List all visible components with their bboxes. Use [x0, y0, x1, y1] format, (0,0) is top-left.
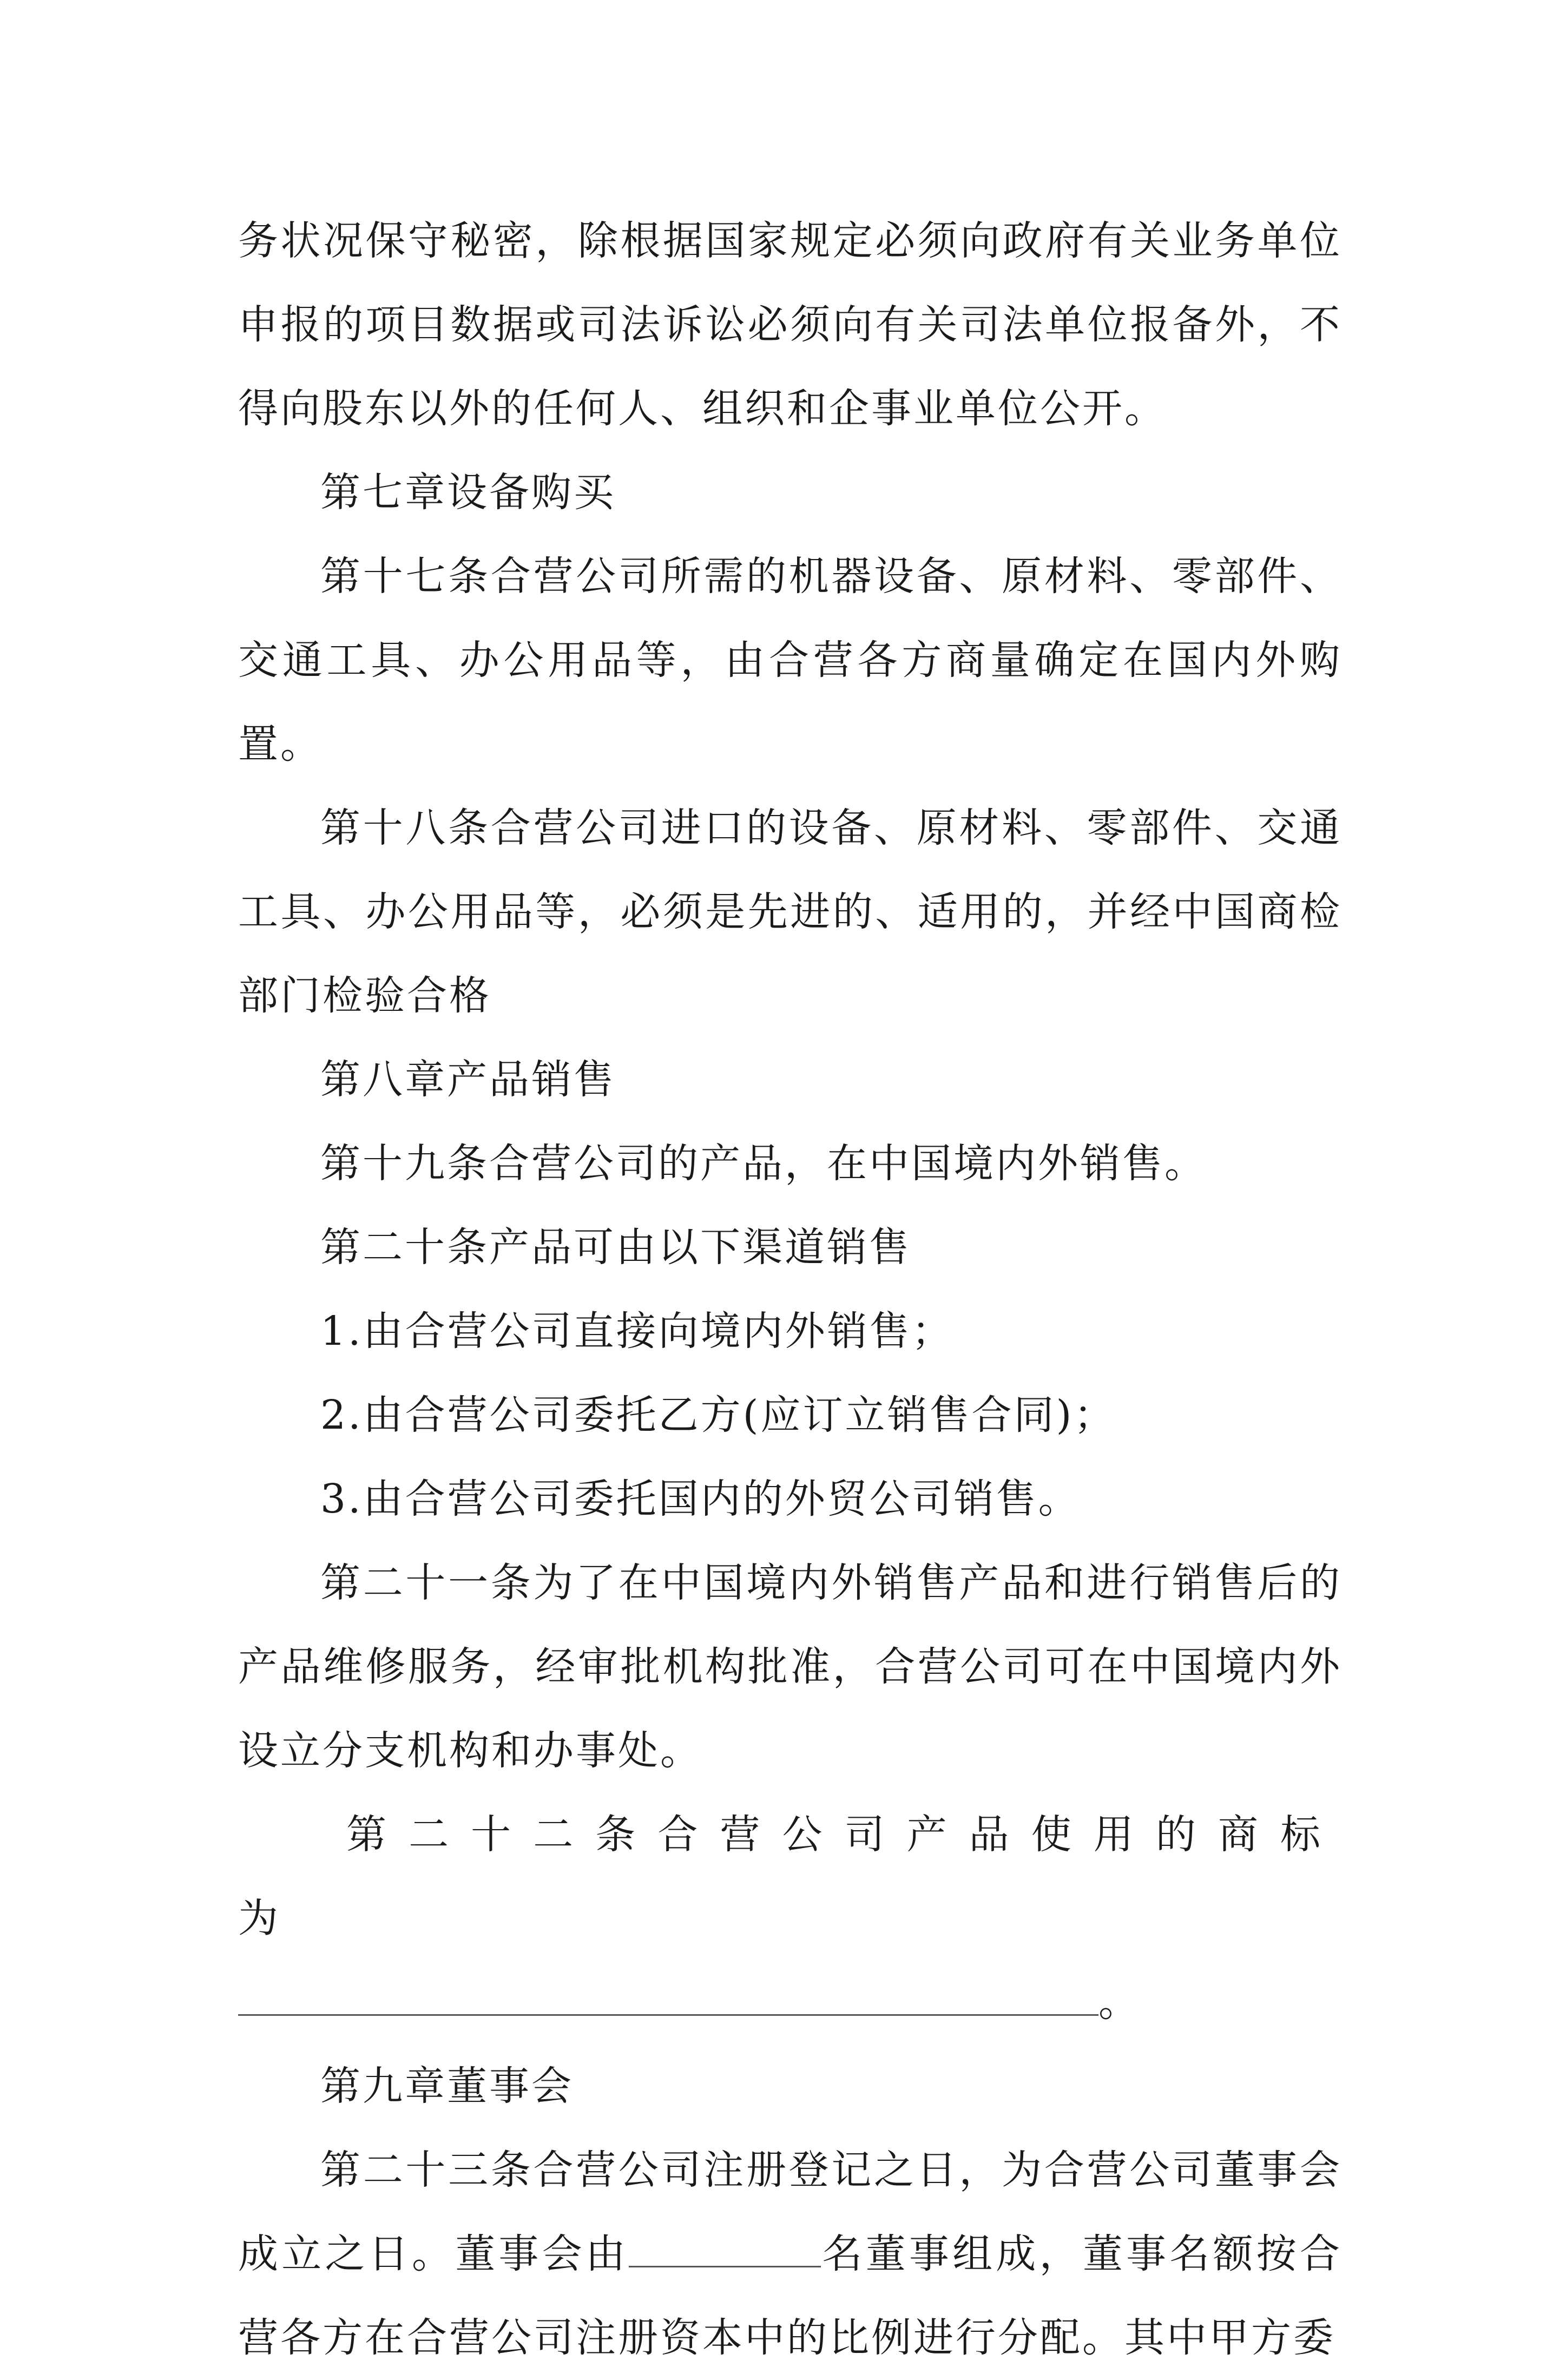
article-22-period: 。 [1098, 1979, 1141, 2026]
trademark-blank [238, 1967, 1098, 2016]
chapter-9-heading: 第九章董事会 [320, 2063, 574, 2109]
paragraph-confidentiality: 务状况保守秘密，除根据国家规定必须向政府有关业务单位申报的项目数据或司法诉讼必须向有关司法单位报备外，不得向股东以外的任何人、组织和企事业单位公开。 [238, 218, 1342, 432]
article-21: 第二十一条为了在中国境内外销售产品和进行销售后的产品维修服务，经审批机构批准，合营公司可在中国境内外设立分支机构和办事处。 [238, 1560, 1342, 1774]
list-item-3: 3.由合营公司委托国内的外贸公司销售。 [320, 1476, 1081, 1522]
chapter-8-heading: 第八章产品销售 [320, 1056, 616, 1103]
article-22: 第二十二条合营公司产品使用的商标为 [238, 1811, 1342, 1942]
article-19: 第十九条合营公司的产品，在中国境内外销售。 [320, 1140, 1207, 1187]
director-count-blank [629, 2233, 821, 2267]
article-18: 第十八条合营公司进口的设备、原材料、零部件、交通工具、办公用品等，必须是先进的、适用的，并经中国商检部门检验合格 [238, 805, 1342, 1019]
article-23-part-b: 名董事组成，董事名额按合营各方在合营公司注册资本中的比例进行分配。其中甲方委 [238, 2231, 1343, 2361]
list-item-2: 2.由合营公司委托乙方(应订立销售合同)； [320, 1392, 1116, 1438]
article-20: 第二十条产品可由以下渠道销售 [320, 1224, 911, 1271]
list-item-1: 1.由合营公司直接向境内外销售； [320, 1308, 954, 1355]
article-23-part-a: 第二十三条合营公司注册登记之日，为合营公司董事会成立之日。董事会由 [238, 2147, 1342, 2277]
chapter-7-heading: 第七章设备购买 [320, 469, 616, 516]
article-23 [238, 2128, 1342, 2380]
article-17: 第十七条合营公司所需的机器设备、原材料、零部件、交通工具、办公用品等，由合营各方商量确定在国内外购置。 [238, 553, 1342, 767]
document-body [238, 199, 1342, 2380]
article-22-blank-line [238, 1961, 1342, 2044]
